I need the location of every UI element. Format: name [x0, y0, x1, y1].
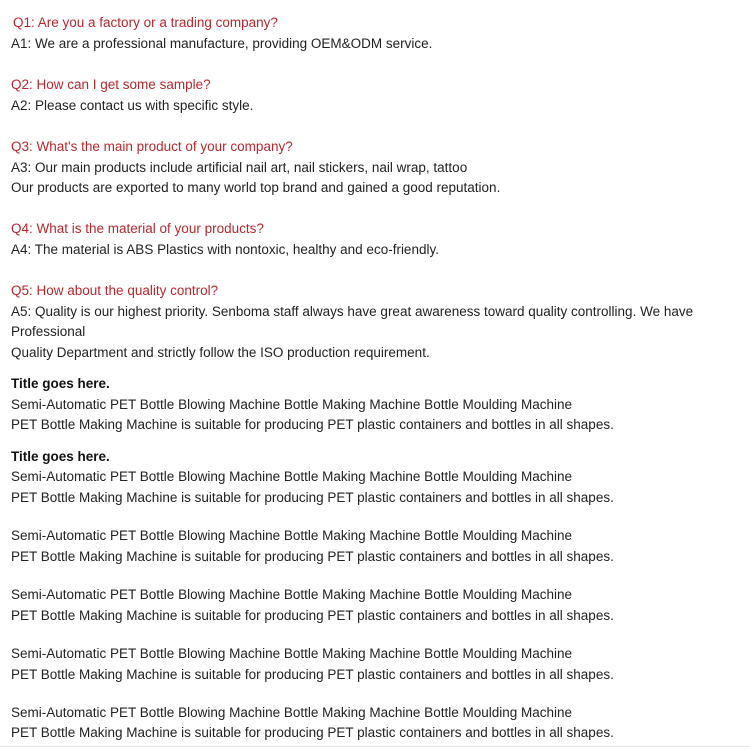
faq-answer-4: A4: The material is ABS Plastics with nontoxic, healthy and eco-friendly. — [11, 242, 439, 257]
block-3-line-2: PET Bottle Making Machine is suitable for producing PET plastic containers and bottles in all shapes. — [11, 549, 614, 564]
block-5-line-2: PET Bottle Making Machine is suitable for producing PET plastic containers and bottles in all shapes. — [11, 667, 614, 682]
block-6-line-2: PET Bottle Making Machine is suitable for producing PET plastic containers and bottles in all shapes. — [11, 725, 614, 740]
block-1-line-2: PET Bottle Making Machine is suitable for producing PET plastic containers and bottles in all shapes. — [11, 417, 614, 432]
block-4-line-2: PET Bottle Making Machine is suitable for producing PET plastic containers and bottles in all shapes. — [11, 608, 614, 623]
block-1-line-1: Semi-Automatic PET Bottle Blowing Machine Bottle Making Machine Bottle Moulding Machine — [11, 397, 573, 412]
faq-answer-1: A1: We are a professional manufacture, providing OEM&ODM service. — [11, 36, 433, 51]
faq-question-1: Q1: Are you a factory or a trading company? — [13, 15, 278, 30]
block-4-line-1: Semi-Automatic PET Bottle Blowing Machine Bottle Making Machine Bottle Moulding Machine — [11, 587, 573, 602]
faq-answer-5-line-3: Quality Department and strictly follow the ISO production requirement. — [11, 345, 430, 360]
block-2-line-1: Semi-Automatic PET Bottle Blowing Machine Bottle Making Machine Bottle Moulding Machine — [11, 469, 573, 484]
faq-answer-3-line-1: A3: Our main products include artificial nail art, nail stickers, nail wrap, tattoo — [11, 160, 468, 175]
block-2-title: Title goes here. — [11, 449, 110, 464]
block-5-line-1: Semi-Automatic PET Bottle Blowing Machine Bottle Making Machine Bottle Moulding Machine — [11, 646, 573, 661]
block-3-line-1: Semi-Automatic PET Bottle Blowing Machine Bottle Making Machine Bottle Moulding Machine — [11, 528, 573, 543]
bottom-divider — [0, 746, 750, 747]
faq-question-2: Q2: How can I get some sample? — [11, 77, 211, 92]
faq-question-4: Q4: What is the material of your products? — [11, 221, 264, 236]
faq-question-3: Q3: What's the main product of your company? — [11, 139, 293, 154]
faq-answer-5-line-1: A5: Quality is our highest priority. Senboma staff always have great awareness toward quality controlling. We have — [11, 304, 694, 319]
faq-question-5: Q5: How about the quality control? — [11, 283, 219, 298]
block-2-line-2: PET Bottle Making Machine is suitable for producing PET plastic containers and bottles in all shapes. — [11, 490, 614, 505]
block-1-title: Title goes here. — [11, 376, 110, 391]
faq-answer-5-line-2: Professional — [11, 324, 86, 339]
block-6-line-1: Semi-Automatic PET Bottle Blowing Machine Bottle Making Machine Bottle Moulding Machine — [11, 705, 573, 720]
faq-answer-2: A2: Please contact us with specific style. — [11, 98, 254, 113]
faq-answer-3-line-2: Our products are exported to many world top brand and gained a good reputation. — [11, 180, 501, 195]
